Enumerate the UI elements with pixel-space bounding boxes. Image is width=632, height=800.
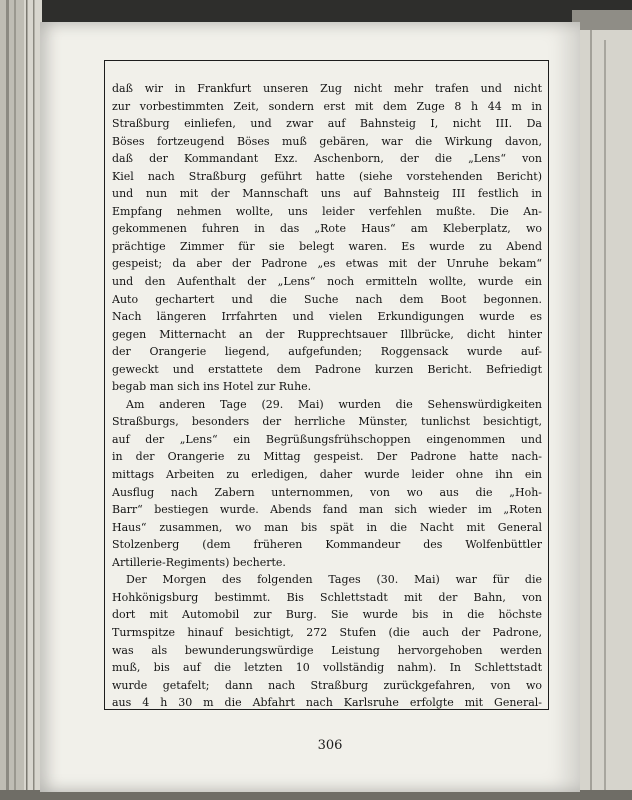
text-line: Barr“ bestiegen wurde. Abends fand man sich wieder im „Roten <box>112 503 542 517</box>
text-line: begab man sich ins Hotel zur Ruhe. <box>112 380 312 394</box>
text-line: der Orangerie liegend, aufgefunden; Roggensack wurde auf- <box>112 345 542 359</box>
text-line: gespeist; da aber der Padrone „es etwas mit der Unruhe bekam“ <box>112 257 542 271</box>
page-number: 306 <box>317 738 343 753</box>
text-line: muß, bis auf die letzten 10 vollständig nahm). In Schlettstadt <box>112 661 542 675</box>
text-line: auf der „Lens“ ein Begrüßungsfrühschoppen eingenommen und <box>112 432 542 446</box>
text-line: aus 4 h 30 m die Abfahrt nach Karlsruhe erfolgte mit General- <box>112 696 542 710</box>
text-line: Stolzenberg (dem früheren Kommandeur des Wolfenbüttler <box>112 538 542 552</box>
text-line: mittags Arbeiten zu erledigen, daher wurde leider ohne ihn ein <box>112 468 542 482</box>
text-line: Turmspitze hinauf besichtigt, 272 Stufen (die auch der Padrone, <box>112 625 542 639</box>
text-line: gegen Mitternacht an der Rupprechtsauer Illbrücke, dicht hinter <box>112 327 542 341</box>
text-line: Kiel nach Straßburg geführt hatte (siehe vorstehenden Bericht) <box>112 169 542 183</box>
text-line: wurde getafelt; dann nach Straßburg zurückgefahren, von wo <box>112 678 542 692</box>
text-line: Straßburgs, besonders der herrliche Münster, tunlichst besichtigt, <box>112 415 542 429</box>
text-line: Haus“ zusammen, wo man bis spät in die Nacht mit General <box>112 520 542 534</box>
text-line: dort mit Automobil zur Burg. Sie wurde bis in die höchste <box>112 608 542 622</box>
text-line: prächtige Zimmer für sie belegt waren. Es wurde zu Abend <box>112 239 542 253</box>
text-line: Böses fortzeugend Böses muß gebären, war die Wirkung davon, <box>112 134 542 148</box>
text-line: Am anderen Tage (29. Mai) wurden die Sehenswürdigkeiten <box>126 397 542 411</box>
text-line: Der Morgen des folgenden Tages (30. Mai) war für die <box>126 573 542 587</box>
text-line: zur vorbestimmten Zeit, sondern erst mit dem Zuge 8 h 44 m in <box>112 99 542 113</box>
text-line: Artillerie-Regiments) becherte. <box>112 555 286 569</box>
text-line: daß wir in Frankfurt unseren Zug nicht mehr trafen und nicht <box>112 82 542 95</box>
text-line: Auto gechartert und die Suche nach dem Boot begonnen. <box>112 292 542 306</box>
text-line: Nach längeren Irrfahrten und vielen Erkundigungen wurde es <box>112 310 542 324</box>
text-line: geweckt und erstattete dem Padrone kurzen Bericht. Befriedigt <box>112 362 542 376</box>
text-line: in der Orangerie zu Mittag gespeist. Der Padrone hatte nach- <box>112 450 542 464</box>
text-line: Empfang nehmen wollte, uns leider verfehlen mußte. Die An- <box>112 204 542 218</box>
text-line: und nun mit der Mannschaft uns auf Bahnsteig III festlich in <box>112 187 542 201</box>
text-line: Hohkönigsburg bestimmt. Bis Schlettstadt mit der Bahn, von <box>112 590 542 604</box>
text-line: was als bewunderungswürdige Leistung hervorgehoben werden <box>112 643 542 657</box>
text-line: Ausflug nach Zabern unternommen, von wo aus die „Hoh- <box>112 485 542 499</box>
text-line: und den Aufenthalt der „Lens“ noch ermitteln wollte, wurde ein <box>112 275 542 289</box>
page-body-text <box>112 80 542 712</box>
text-line: Straßburg einliefen, und zwar auf Bahnsteig I, nicht III. Da <box>112 117 542 131</box>
text-line: daß der Kommandant Exz. Aschenborn, der die „Lens“ von <box>112 152 542 166</box>
text-line: gekommenen fuhren in das „Rote Haus“ am Kleberplatz, wo <box>112 222 542 236</box>
